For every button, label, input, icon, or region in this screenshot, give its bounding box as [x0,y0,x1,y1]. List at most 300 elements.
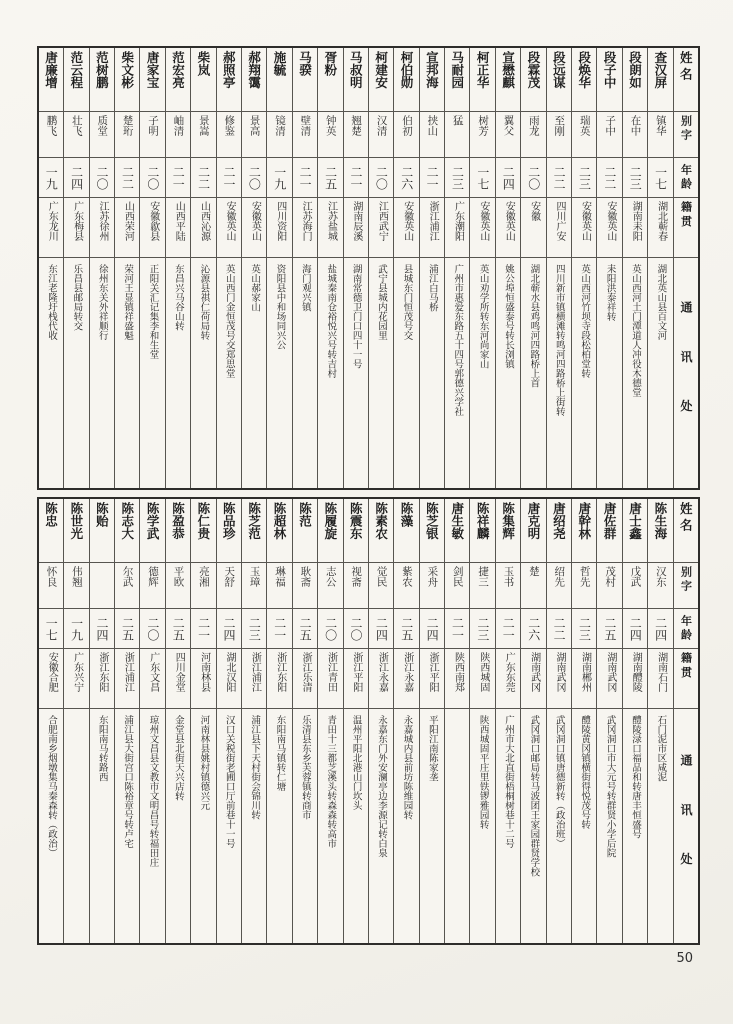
directory-entry-column [596,499,621,943]
entry-age: 二四 [369,609,393,649]
entry-native-place: 河南林县 [191,649,215,709]
directory-entry-column [546,499,571,943]
entry-name: 陈世光 [64,499,88,563]
entry-name: 范宏亮 [166,48,190,112]
directory-entry-column [546,48,571,488]
entry-name: 陈集辉 [496,499,520,563]
header-name-label: 姓名 [674,499,698,563]
directory-entry-column [139,48,164,488]
entry-address: 平阳江南陈家垄 [426,715,438,782]
directory-table-top [37,46,700,490]
directory-entry-column [495,499,520,943]
directory-entry-column [622,499,647,943]
directory-entry-column [419,48,444,488]
entry-age: 一七 [39,609,63,649]
directory-entry-column [39,499,63,943]
entry-name: 唐克明 [521,499,545,563]
entry-name: 范云程 [64,48,88,112]
entry-name: 陈素农 [369,499,393,563]
entry-address: 武宁县城内花园里 [376,264,388,340]
directory-entry-column [292,48,317,488]
entry-age: 二四 [496,158,520,198]
entry-name: 陈忠 [39,499,63,563]
entry-age: 二五 [166,609,190,649]
entry-age: 二一 [267,609,291,649]
entry-address: 武冈洞口市大元号转群贤小学后院 [604,715,616,858]
directory-entry-column [39,48,63,488]
entry-courtesy-name: 天舒 [217,563,241,609]
entry-name: 马耐园 [445,48,469,112]
directory-entry-column [469,499,494,943]
entry-address: 湖北英山县百文河 [655,264,667,340]
entry-courtesy-name: 镇华 [648,112,672,158]
entry-native-place: 安徽英山 [496,198,520,258]
entry-address: 金堂县北街天兴店转 [172,715,184,801]
directory-entry-column [216,499,241,943]
entry-courtesy-name [90,563,114,609]
entry-address: 县城东门恒茂号交 [401,264,413,340]
entry-address: 资阳县中和场同兴公 [274,264,286,350]
entry-courtesy-name: 耿斋 [293,563,317,609]
entry-native-place: 江西武宁 [369,198,393,258]
entry-native-place: 江苏海门 [293,198,317,258]
entry-address: 浦江白马桥 [426,264,438,312]
entry-age: 二四 [648,609,672,649]
entry-courtesy-name: 岫清 [166,112,190,158]
entry-native-place: 四川金堂 [166,649,190,709]
directory-entry-column [469,48,494,488]
entry-name: 段远谋 [547,48,571,112]
directory-entry-column [571,499,596,943]
entry-courtesy-name: 楚 [521,563,545,609]
directory-entry-column [647,48,672,488]
entry-name: 柴岚 [191,48,215,112]
entry-age: 二六 [394,158,418,198]
entry-name: 唐佐群 [597,499,621,563]
entry-native-place: 湖南石门 [648,649,672,709]
entry-native-place: 浙江东阳 [90,649,114,709]
entry-name: 唐幹林 [572,499,596,563]
entry-name: 段霖茂 [521,48,545,112]
entry-name: 陈超林 [267,499,291,563]
entry-name: 陈仁贵 [191,499,215,563]
entry-age: 二三 [572,609,596,649]
directory-entry-column [393,499,418,943]
entry-address: 琼州文昌县文教市文明昌号转福田庄 [147,715,159,867]
entry-address: 武冈洞口镇唐德新转（政治班） [553,715,565,848]
entry-age: 二二 [597,158,621,198]
entry-name: 唐士鑫 [623,499,647,563]
directory-entry-column [571,48,596,488]
entry-courtesy-name: 瑞英 [572,112,596,158]
entry-age: 二一 [293,158,317,198]
entry-name: 施毓 [267,48,291,112]
entry-age: 二二 [115,158,139,198]
entry-age: 二三 [572,158,596,198]
entry-address: 海门观兴镇 [299,264,311,312]
entry-address: 浦江县下天村街会锦川转 [249,715,261,820]
entry-name: 柴文彬 [115,48,139,112]
entry-address: 永嘉城内县前坊陈维园转 [401,715,413,820]
entry-native-place: 安徽歙县 [140,198,164,258]
entry-name: 查汉屏 [648,48,672,112]
entry-address: 浦江县大街宫口陈裕章号转卢宅 [122,715,134,848]
entry-name: 范树鹏 [90,48,114,112]
entry-name: 唐生敏 [445,499,469,563]
entry-native-place: 安徽英山 [572,198,596,258]
entry-courtesy-name: 鹏飞 [39,112,63,158]
entry-age: 二一 [496,609,520,649]
entry-native-place: 浙江东阳 [267,649,291,709]
entry-age: 二〇 [521,158,545,198]
entry-name: 段朗如 [623,48,647,112]
entry-name: 唐家宝 [140,48,164,112]
entry-native-place: 浙江永嘉 [394,649,418,709]
entry-native-place: 安徽合肥 [39,649,63,709]
entry-native-place: 湖南辰溪 [344,198,368,258]
header-courtesy-name-label: 别字 [674,563,698,609]
entry-native-place: 浙江青田 [318,649,342,709]
entry-native-place: 浙江永嘉 [369,649,393,709]
entry-name: 唐绍尧 [547,499,571,563]
entry-name: 段焕华 [572,48,596,112]
entry-courtesy-name: 在中 [623,112,647,158]
entry-name: 陈学武 [140,499,164,563]
directory-entry-column [343,499,368,943]
entry-address: 正阳关汇记集李和生堂 [147,264,159,359]
header-age-label: 年龄 [674,609,698,649]
entry-address: 陕西城固平庄里铁锣雅园转 [477,715,489,829]
directory-entry-column [444,499,469,943]
entry-name: 宣懋麒 [496,48,520,112]
entry-name: 柯正华 [470,48,494,112]
entry-address [445,709,469,943]
entry-name: 陈盈恭 [166,499,190,563]
entry-courtesy-name: 平欧 [166,563,190,609]
entry-age: 一七 [648,158,672,198]
header-address-label: 通讯处 [679,300,694,449]
header-courtesy-name-label: 别字 [674,112,698,158]
entry-courtesy-name: 觉民 [369,563,393,609]
entry-native-place: 广东龙川 [39,198,63,258]
entry-courtesy-name: 子中 [597,112,621,158]
entry-courtesy-name: 琳福 [267,563,291,609]
page-number: 50 [676,951,693,966]
entry-native-place: 安徽 [521,198,545,258]
entry-address: 醴陵渌口福品和转唐丰恒盛号 [629,715,641,839]
directory-entry-column [266,48,291,488]
entry-age: 二一 [217,158,241,198]
directory-entry-column [63,48,88,488]
entry-age: 二〇 [344,609,368,649]
entry-name: 柯建安 [369,48,393,112]
entry-name: 陈震东 [344,499,368,563]
directory-entry-column [596,48,621,488]
entry-address: 东江老隆圩栈代收 [45,264,57,340]
entry-courtesy-name: 翘楚 [344,112,368,158]
entry-age: 二〇 [318,609,342,649]
entry-address: 英山西河竹坝寺段松柏堂转 [579,264,591,378]
entry-name: 陈祥麟 [470,499,494,563]
directory-entry-column [114,499,139,943]
entry-native-place: 广东潮阳 [445,198,469,258]
directory-entry-column [190,499,215,943]
entry-age: 一七 [470,158,494,198]
directory-entry-column [622,48,647,488]
entry-courtesy-name: 壁清 [293,112,317,158]
entry-age: 二一 [420,158,444,198]
entry-native-place: 浙江平阳 [420,649,444,709]
entry-name: 陈范 [293,499,317,563]
entry-native-place: 湖南郴州 [572,649,596,709]
entry-address: 英山郝家山 [249,264,261,312]
entry-age: 二三 [445,158,469,198]
entry-age: 二五 [597,609,621,649]
directory-entry-column [292,499,317,943]
entry-name: 陈藻 [394,499,418,563]
entry-native-place: 安徽英山 [217,198,241,258]
entry-age: 二六 [521,609,545,649]
directory-entry-column [368,499,393,943]
entry-courtesy-name: 紫农 [394,563,418,609]
entry-native-place: 湖南醴陵 [623,649,647,709]
entry-age: 二五 [115,609,139,649]
entry-courtesy-name: 镜清 [267,112,291,158]
entry-age: 二〇 [90,158,114,198]
entry-age: 二〇 [242,158,266,198]
entry-native-place: 广东兴宁 [64,649,88,709]
entry-name: 郝翔霭 [242,48,266,112]
entry-courtesy-name: 怀良 [39,563,63,609]
entry-courtesy-name: 汉东 [648,563,672,609]
entry-age: 二四 [90,609,114,649]
entry-courtesy-name: 翼父 [496,112,520,158]
entry-address: 河南林县姚村镇德兴元 [198,715,210,810]
entry-courtesy-name: 子明 [140,112,164,158]
directory-entry-column [114,48,139,488]
entry-native-place: 四川广安 [547,198,571,258]
entry-age: 二一 [191,609,215,649]
entry-address: 东阳南马镇转仁塘 [274,715,286,791]
entry-name: 陈芝范 [242,499,266,563]
entry-native-place: 江苏徐州 [90,198,114,258]
entry-native-place: 浙江乐清 [293,649,317,709]
entry-age: 二三 [623,158,647,198]
entry-name: 陈志大 [115,499,139,563]
entry-age: 二一 [445,609,469,649]
entry-address: 耒阳洪泰祥转 [604,264,616,321]
entry-name: 陈生海 [648,499,672,563]
entry-courtesy-name: 楚珩 [115,112,139,158]
entry-native-place: 陕西南郑 [445,649,469,709]
entry-courtesy-name: 绍先 [547,563,571,609]
entry-age: 二二 [547,158,571,198]
entry-address: 汉口关税街老圃口厅前巷十一号 [223,715,235,848]
entry-address: 英山西河土门潭道人冲役木德堂 [629,264,641,397]
directory-entry-column [89,499,114,943]
entry-age: 二五 [293,609,317,649]
entry-native-place: 安徽英山 [470,198,494,258]
entry-courtesy-name: 钟英 [318,112,342,158]
header-name-label: 姓名 [674,48,698,112]
entry-courtesy-name: 亮湘 [191,563,215,609]
entry-native-place: 湖南武冈 [597,649,621,709]
entry-age: 二二 [547,609,571,649]
entry-name: 陈履旋 [318,499,342,563]
entry-courtesy-name: 德辉 [140,563,164,609]
entry-courtesy-name: 挟山 [420,112,444,158]
entry-address: 东阳南马转路西 [96,715,108,782]
table-header-column [673,499,698,943]
entry-native-place: 湖北汉阳 [217,649,241,709]
entry-name: 胥粉 [318,48,342,112]
directory-entry-column [368,48,393,488]
entry-address: 合肥南乡烟墩集马秦森转（政治） [45,715,57,858]
entry-native-place: 安徽英山 [242,198,266,258]
entry-courtesy-name: 质堂 [90,112,114,158]
directory-entry-column [317,499,342,943]
entry-courtesy-name: 至刚 [547,112,571,158]
entry-native-place: 广东东莞 [496,649,520,709]
entry-courtesy-name: 茂村 [597,563,621,609]
entry-courtesy-name: 尔武 [115,563,139,609]
entry-courtesy-name: 伟翘 [64,563,88,609]
entry-native-place: 广东文昌 [140,649,164,709]
directory-entry-column [419,499,444,943]
entry-age: 二四 [623,609,647,649]
entry-address: 湖北蕲水县鸡鸣河四路桥上首 [528,264,540,388]
entry-courtesy-name: 哲先 [572,563,596,609]
entry-courtesy-name: 戊武 [623,563,647,609]
table-header-column [673,48,698,488]
directory-entry-column [444,48,469,488]
entry-address: 东昌兴马谷山转 [172,264,184,331]
entry-address: 荣河王显镇祥盛魁 [122,264,134,340]
directory-entry-column [216,48,241,488]
entry-address: 青田十三都芝溪头转森森转高市 [325,715,337,848]
entry-native-place: 湖南武冈 [521,649,545,709]
entry-native-place: 广东梅县 [64,198,88,258]
entry-native-place: 山西沁源 [191,198,215,258]
directory-entry-column [139,499,164,943]
directory-entry-column [241,499,266,943]
directory-entry-column [165,499,190,943]
entry-age: 二一 [344,158,368,198]
entry-age: 二三 [242,609,266,649]
entry-address: 永嘉东门外安澜亭边李源记转白泉 [376,715,388,858]
entry-address: 盐城秦南仓裕悦兴号转吉村 [325,264,337,378]
header-age-label: 年龄 [674,158,698,198]
directory-entry-column [343,48,368,488]
entry-native-place: 湖南武冈 [547,649,571,709]
entry-courtesy-name: 视斋 [344,563,368,609]
entry-address [64,709,88,943]
entry-native-place: 安徽英山 [394,198,418,258]
directory-entry-column [520,48,545,488]
entry-native-place: 四川资阳 [267,198,291,258]
entry-address: 温州平阳北港山门坎头 [350,715,362,810]
header-native-place-label: 籍贯 [674,649,698,709]
entry-address: 广州市惠爱东路五十四号郭德兴学社 [452,264,464,416]
entry-address: 湖南常德卫门口四十一号 [350,264,362,369]
entry-name: 陈芝银 [420,499,444,563]
entry-name: 马叔明 [344,48,368,112]
entry-age: 二五 [394,609,418,649]
directory-entry-column [317,48,342,488]
entry-age: 二〇 [140,609,164,649]
entry-address: 乐清县东乡芙蓉镇转商市 [299,715,311,820]
entry-age: 二〇 [369,158,393,198]
directory-entry-column [89,48,114,488]
entry-native-place: 浙江浦江 [242,649,266,709]
entry-courtesy-name: 志公 [318,563,342,609]
entry-courtesy-name: 汉清 [369,112,393,158]
directory-entry-column [63,499,88,943]
entry-name: 郝照亭 [217,48,241,112]
entry-native-place: 浙江浦江 [420,198,444,258]
entry-address: 石门泥市区咸泥 [655,715,667,782]
entry-courtesy-name: 采舟 [420,563,444,609]
directory-table-bottom [37,497,700,945]
entry-courtesy-name: 树芳 [470,112,494,158]
entry-native-place: 江苏盐城 [318,198,342,258]
header-native-place-label: 籍贯 [674,198,698,258]
entry-address: 广州市大北直街梧桐树巷十二号 [503,715,514,848]
entry-address: 四川新市镇横滩转鸣河四路桥上街转 [553,264,565,416]
header-address-label: 通讯处 [679,753,694,902]
entry-address: 醴陵黄冈镇横街得悦茂号转 [579,715,591,829]
entry-age: 一九 [64,609,88,649]
directory-entry-column [393,48,418,488]
entry-age: 二四 [64,158,88,198]
entry-courtesy-name: 捷三 [470,563,494,609]
entry-address: 英山劝学所转东河尚家山 [477,264,489,369]
entry-address: 英山西门金恒茂号交郑思堂 [223,264,235,378]
entry-courtesy-name: 壮飞 [64,112,88,158]
directory-entry-column [647,499,672,943]
entry-age: 二〇 [140,158,164,198]
entry-name: 段子中 [597,48,621,112]
directory-entry-column [165,48,190,488]
entry-name: 宣邦海 [420,48,444,112]
directory-entry-column [241,48,266,488]
entry-courtesy-name: 雨龙 [521,112,545,158]
entry-courtesy-name: 剑民 [445,563,469,609]
entry-native-place: 陕西城固 [470,649,494,709]
entry-age: 二五 [318,158,342,198]
directory-entry-column [190,48,215,488]
entry-native-place: 浙江平阳 [344,649,368,709]
directory-entry-column [266,499,291,943]
entry-native-place: 浙江浦江 [115,649,139,709]
entry-courtesy-name: 景高 [242,112,266,158]
entry-address: 乐昌县邮局转交 [71,264,83,331]
entry-age: 二四 [420,609,444,649]
entry-courtesy-name: 猛 [445,112,469,158]
entry-age: 二二 [191,158,215,198]
entry-native-place: 湖北蕲春 [648,198,672,258]
directory-entry-column [520,499,545,943]
entry-address: 徐州东关外祥顺行 [96,264,108,340]
entry-name: 柯伯勋 [394,48,418,112]
entry-courtesy-name: 玉璋 [242,563,266,609]
entry-address: 武冈洞口邮局转马波团王家园群贤学校 [528,715,540,877]
entry-address: 姚公埠恒盛泰号转长浏镇 [503,264,514,369]
entry-age: 二三 [470,609,494,649]
entry-age: 二四 [217,609,241,649]
entry-courtesy-name: 景嵩 [191,112,215,158]
entry-name: 马骙 [293,48,317,112]
